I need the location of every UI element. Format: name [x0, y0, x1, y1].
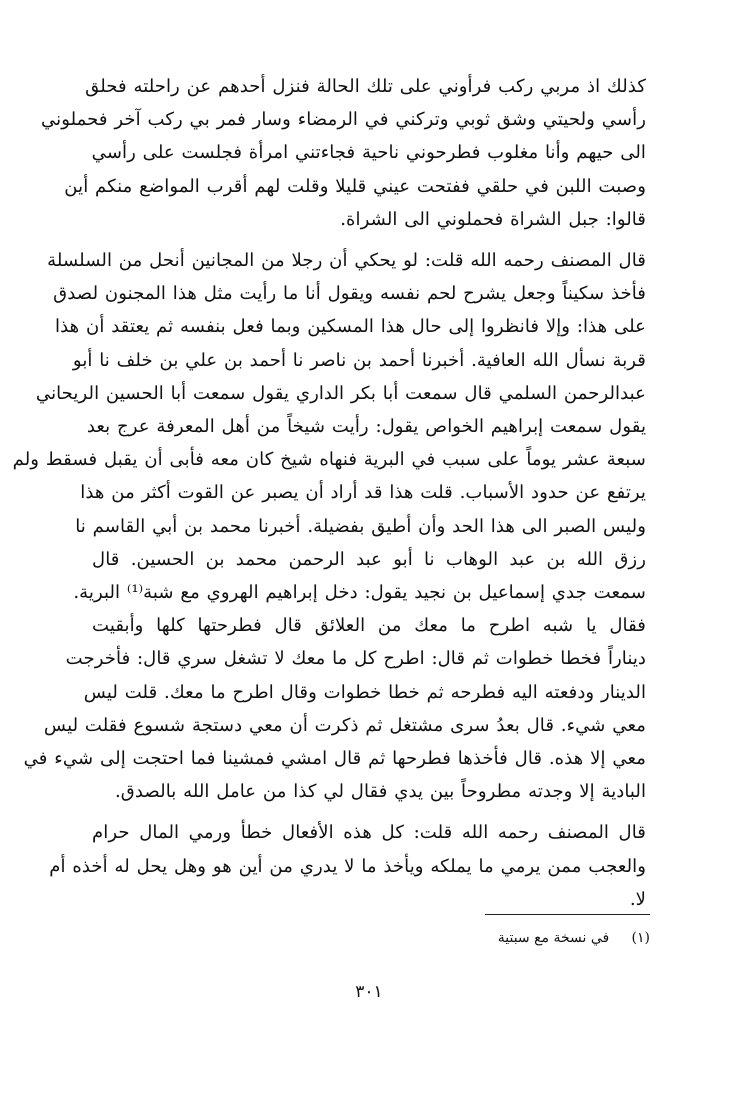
- text-line: وليس الصبر الى هذا الحد وأن أطيق بفضيلة. أخبرنا محمد بن أبي القاسم نا: [75, 515, 646, 537]
- text-line: قالوا: جبل الشراة فحملوني الى الشراة.: [340, 208, 646, 230]
- text-line: عبدالرحمن السلمي قال سمعت أبا بكر الداري يقول سمعت أبا الحسين الريحاني: [35, 382, 646, 404]
- text-line: رزق الله بن عبد الوهاب نا أبو عبد الرحمن محمد بن الحسين. قال: [92, 548, 646, 570]
- text-line: يرتفع عن حدود الأسباب. قلت هذا قد أراد أن يصبر عن القوت أكثر من هذا: [80, 482, 646, 504]
- text-line: رأسي ولحيتي وشق ثوبي وتركني في الرمضاء وسار فمر بي ركب آخر فحملوني: [41, 109, 646, 131]
- text-line: قال المصنف رحمه الله قلت: كل هذه الأفعال خطأ ورمي المال حرام: [92, 822, 646, 844]
- text-line: لا.: [629, 888, 646, 910]
- text-line: معي شيء. قال بعدُ سرى مشتغل ثم ذكرت أن معي دستجة شسوع فقلت ليس: [43, 714, 646, 736]
- footnote-marker: (١): [631, 930, 650, 946]
- paragraph: [49, 816, 646, 916]
- footnote-separator: [485, 914, 650, 915]
- footnote-text: في نسخة مع سبتية: [497, 930, 610, 946]
- page-number: ٣٠١: [355, 982, 383, 1002]
- text-line: البادية إلا وجدته مطروحاً بين يدي فقال لي كذا من عامل الله بالصدق.: [114, 781, 646, 803]
- text-line: وصبت اللبن في حلقي ففتحت عيني قليلا وقلت لهم أقرب المواضع منكم أين: [64, 175, 646, 197]
- text-line: قربة نسأل الله العافية. أخبرنا أحمد بن ناصر نا أحمد بن علي بن خلف نا أبو: [72, 349, 646, 371]
- footnote: [498, 926, 650, 950]
- text-line: على هذا: وإلا فانظروا إلى حال هذا المسكين وبما فعل بنفسه ثم يعتقد أن هذا: [55, 316, 646, 338]
- body-text: [12, 70, 646, 916]
- text-line: سبعة عشر يوماً على سبب في البرية فنهاه شيخ كان معه فأبى أن يقبل فسقط ولم: [12, 449, 646, 471]
- text-line: كذلك اذ مربي ركب فرأوني على تلك الحالة فنزل أحدهم عن راحلته فحلق: [85, 76, 646, 97]
- paragraph: [12, 244, 646, 808]
- text-line: ديناراً فخطا خطوات ثم قال: اطرح كل ما معك لا تشغل سري قال: فأخرجت: [65, 648, 646, 670]
- text-line: والعجب ممن يرمي ما يملكه ويأخذ ما لا يدري من أين هو وهل يحل له أخذه أم: [49, 855, 646, 877]
- text-line: معي إلا هذه. قال فأخذها فطرحها ثم قال امشي فمشينا فما احتجت إلى شيء في: [23, 748, 646, 770]
- text-line: الى حيهم وأنا مغلوب فطرحوني ناحية فجاءتني امرأة فجلست على رأسي: [91, 142, 646, 164]
- text-line: فأخذ سكيناً وجعل يشرح لحم نفسه ويقول أنا ما رأيت مثل هذا المجنون لصدق: [53, 283, 646, 305]
- text-line: يقول سمعت إبراهيم الخواص يقول: رأيت شيخاً من أهل المعرفة عرج بعد: [86, 416, 646, 438]
- paragraph: [41, 70, 646, 236]
- text-line: سمعت جدي إسماعيل بن نجيد يقول: دخل إبراهيم الهروي مع شبة⁽¹⁾ البرية.: [73, 582, 646, 604]
- text-line: الدينار ودفعته اليه فطرحه ثم خطا خطوات وقال اطرح ما معك. قلت ليس: [83, 681, 646, 703]
- text-line: قال المصنف رحمه الله قلت: لو يحكي أن رجلا من المجانين أنحل من السلسلة: [47, 250, 646, 272]
- text-line: فقال يا شبه اطرح ما معك من العلائق قال فطرحتها كلها وأبقيت: [92, 615, 646, 637]
